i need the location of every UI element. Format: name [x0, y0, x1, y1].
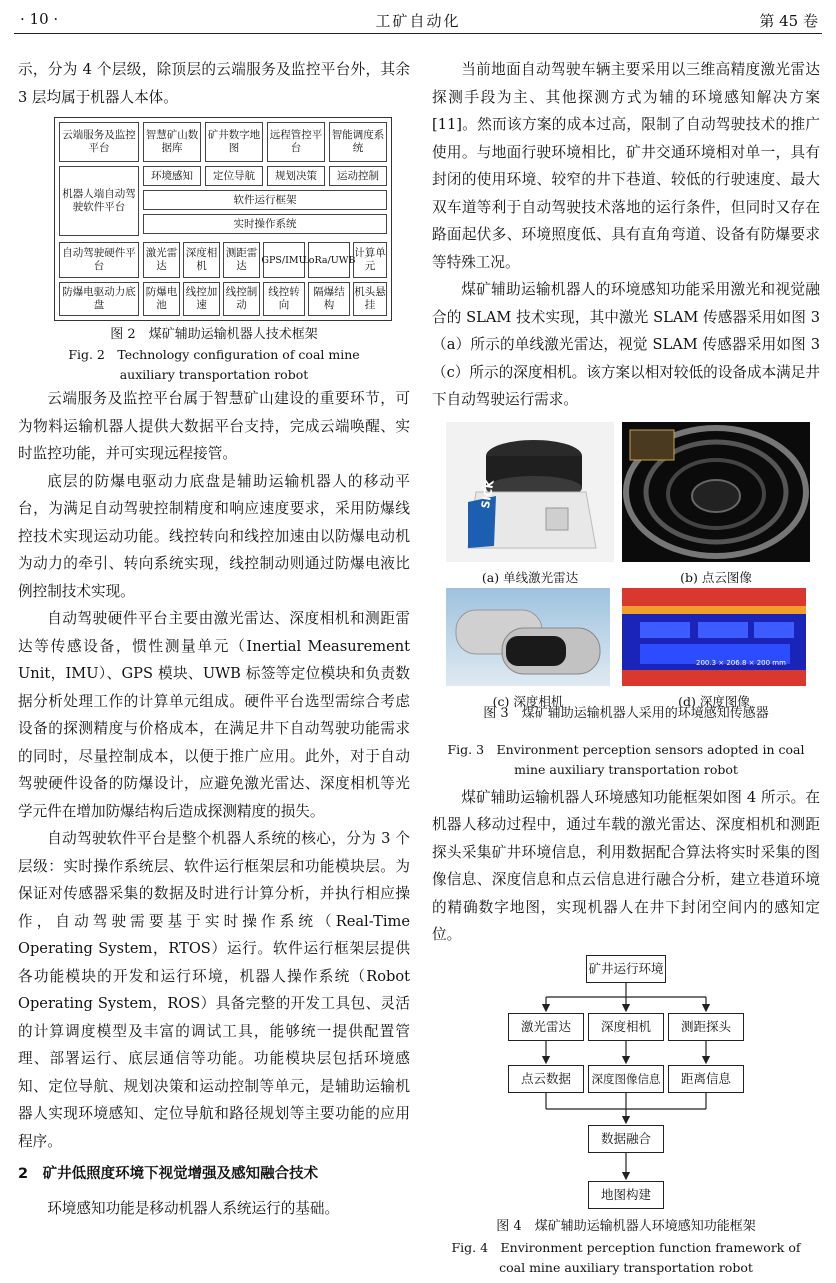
figure-4-caption: 图 4 煤矿辅助运输机器人环境感知功能框架 — [496, 1218, 756, 1234]
software-platform-label: 机器人端自动驾驶软件平台 — [59, 166, 139, 236]
flow-box-map-building: 地图构建 — [588, 1181, 664, 1209]
fig2-cell: 线控加速 — [183, 282, 220, 316]
fig2-framework-cell: 软件运行框架 — [143, 190, 387, 210]
flow-box-depth-camera: 深度相机 — [588, 1013, 664, 1041]
fig2-cell: 环境感知 — [143, 166, 201, 186]
right-column — [432, 56, 820, 1283]
fig3-subcaption: (d) 深度图像 — [678, 693, 750, 709]
flow-box-distance-info: 距离信息 — [668, 1065, 744, 1093]
fig2-cell: 机头悬挂 — [353, 282, 387, 316]
paragraph: 自动驾驶硬件平台主要由激光雷达、深度相机和测距雷达等传感设备，惯性测量单元（Inertial Measurement Unit，IMU）、GPS 模块、UWB 标签等定位模块和负责数据分析处理工作的计算单元组成。硬件平台选型需综合考虑设备的探测精度与价格成本，在满足井下自动驾驶功能需求的同时，尽量控制成本，以便于推广应用。此外，对于自动驾驶硬件设备的防爆设计，应避免激光雷达、深度相机等光学元件在增加防爆结构后造成探测精度的损失。 — [18, 610, 410, 820]
hardware-platform-label: 自动驾驶硬件平台 — [59, 242, 139, 278]
paragraph: 环境感知功能是移动机器人系统运行的基础。 — [47, 1199, 340, 1217]
fig2-cell: 远程管控平台 — [267, 122, 325, 162]
flow-box-range-probe: 测距探头 — [668, 1013, 744, 1041]
cloud-platform-label: 云端服务及监控平台 — [59, 122, 139, 162]
fig2-cell: 规划决策 — [267, 166, 325, 186]
flow-box-point-cloud: 点云数据 — [508, 1065, 584, 1093]
fig2-cell: 智能调度系统 — [329, 122, 387, 162]
flow-box-lidar: 激光雷达 — [508, 1013, 584, 1041]
paragraph: 煤矿辅助运输机器人的环境感知功能采用激光和视觉融合的 SLAM 技术实现，其中激光 SLAM 传感器采用如图 3（a）所示的单线激光雷达，视觉 SLAM 传感器采用如图 3（c）所示的深度相机。该方案以相对较低的设备成本满足井下自动驾驶运行需求。 — [432, 281, 820, 408]
figure-3-caption-en: Fig. 3 Environment perception sensors adopted in coal — [447, 741, 805, 757]
point-cloud-image — [622, 422, 810, 562]
depth-camera-photo — [446, 588, 610, 686]
journal-name: 工矿自动化 — [375, 12, 461, 30]
figure-3-caption: 图 3 煤矿辅助运输机器人采用的环境感知传感器 — [483, 705, 769, 721]
paragraph: 云端服务及监控平台属于智慧矿山建设的重要环节，可为物料运输机器人提供大数据平台支持，完成云端唤醒、实时监控功能，并可实现远程接管。 — [18, 390, 410, 462]
figure-3-caption-en: mine auxiliary transportation robot — [514, 761, 738, 777]
fig3-subcaption: (a) 单线激光雷达 — [481, 569, 579, 585]
fig2-cell: 激光雷达 — [143, 242, 180, 278]
fig3-subcaption: (c) 深度相机 — [492, 693, 564, 709]
paragraph: 自动驾驶软件平台是整个机器人系统的核心，分为 3 个层级：实时操作系统层、软件运行框架层和功能模块层。为保证对传感器采集的数据及时进行计算分析，并执行相应操作，自动驾驶需要基于实时操作系统（Real-Time Operating System，RTOS）运行。软件运行框架层提供各功能模块的开发和运行环境，机器人操作系统（Robot Operating System，ROS）具备完整的开发工具包、灵活的计算调度模型及丰富的调试工具，能够统一提供配置管理、部署运行、底层通信等功能。功能模块层包括环境感知、定位导航、规划决策和运动控制等单元，是辅助运输机器人实现环境感知、定位导航和路径规划等主要功能的应用程序。 — [18, 830, 410, 1150]
fig2-rtos-cell: 实时操作系统 — [143, 214, 387, 234]
paragraph: 示，分为 4 个层级，除顶层的云端服务及监控平台外，其余 3 层均属于机器人本体。 — [18, 61, 410, 106]
figure-2-caption: 图 2 煤矿辅助运输机器人技术框架 — [110, 327, 318, 342]
fig2-cell: GPS/IMU — [263, 242, 305, 278]
figure-4-flowchart — [432, 953, 820, 1283]
left-column — [18, 56, 410, 1222]
fig2-cell: 隔爆结构 — [308, 282, 350, 316]
section-heading: 2 矿井低照度环境下视觉增强及感知融合技术 — [18, 1166, 319, 1182]
fig2-cell: 深度相机 — [183, 242, 220, 278]
figure-4-caption-en: Fig. 4 Environment perception function framework of — [451, 1239, 801, 1255]
fig2-cell: LoRa/UWB — [308, 242, 350, 278]
paragraph: 底层的防爆电驱动力底盘是辅助运输机器人的移动平台，为满足自动驾驶控制精度和响应速度要求，采用防爆线控技术实现运动功能。线控转向和线控加速由以防爆电动机为动力的牵引、转向系统实现，线控制动则通过防爆电液比例控制技术实现。 — [18, 472, 410, 600]
header-rule — [14, 33, 822, 34]
paragraph: 当前地面自动驾驶车辆主要采用以三维高精度激光雷达探测手段为主、其他探测方式为辅的环境感知解决方案[11]。然而该方案的成本过高，限制了自动驾驶技术的推广使用。与地面行驶环境相比，矿井交通环境相对单一，具有封闭的使用环境、较窄的井下巷道、较低的行驶速度、最大双车道等利于自动驾驶技术落地的运行条件，但同时又存在路面起伏多、环境照度低、具有直角弯道、设备有防爆要求等特殊工况。 — [432, 61, 820, 271]
figure-2-caption-en: auxiliary transportation robot — [119, 367, 309, 382]
flow-box-depth-info: 深度图像信息 — [588, 1065, 664, 1093]
fig2-cell: 定位导航 — [205, 166, 263, 186]
figure-4-caption-en: coal mine auxiliary transportation robot — [499, 1259, 753, 1275]
fig3-subcaption: (b) 点云图像 — [680, 569, 752, 585]
figure-2-tech-framework — [54, 117, 392, 321]
flow-box-environment: 矿井运行环境 — [586, 955, 666, 983]
figure-3-sensors — [432, 422, 820, 740]
fig2-cell: 智慧矿山数据库 — [143, 122, 201, 162]
depth-image — [622, 588, 806, 686]
brand-logo-text: SICK — [478, 478, 497, 509]
volume-label: 第 45 卷 — [759, 12, 818, 30]
fig2-cell: 运动控制 — [329, 166, 387, 186]
fig2-cell: 计算单元 — [353, 242, 387, 278]
lidar-photo — [446, 422, 614, 562]
chassis-label: 防爆电驱动力底盘 — [59, 282, 139, 316]
fig2-cell: 测距雷达 — [223, 242, 260, 278]
running-header — [12, 6, 824, 30]
paragraph: 煤矿辅助运输机器人环境感知功能框架如图 4 所示。在机器人移动过程中，通过车载的激光雷达、深度相机和测距探头采集矿井环境信息，利用数据配合算法将实时采集的图像信息、深度信息和点云信息进行融合分析，建立巷道环境的精确数字地图，实现机器人在井下封闭空间内的感知定位。 — [432, 788, 820, 943]
fig2-cell: 线控转向 — [263, 282, 305, 316]
depth-dimension-label: 200.3 × 206.8 × 200 mm — [696, 658, 786, 667]
fig2-cell: 线控制动 — [223, 282, 260, 316]
flow-box-data-fusion: 数据融合 — [588, 1125, 664, 1153]
figure-2-caption-en: Fig. 2 Technology configuration of coal mine — [68, 347, 360, 362]
fig2-cell: 矿井数字地图 — [205, 122, 263, 162]
page-number: · 10 · — [20, 10, 59, 28]
fig2-cell: 防爆电池 — [143, 282, 180, 316]
